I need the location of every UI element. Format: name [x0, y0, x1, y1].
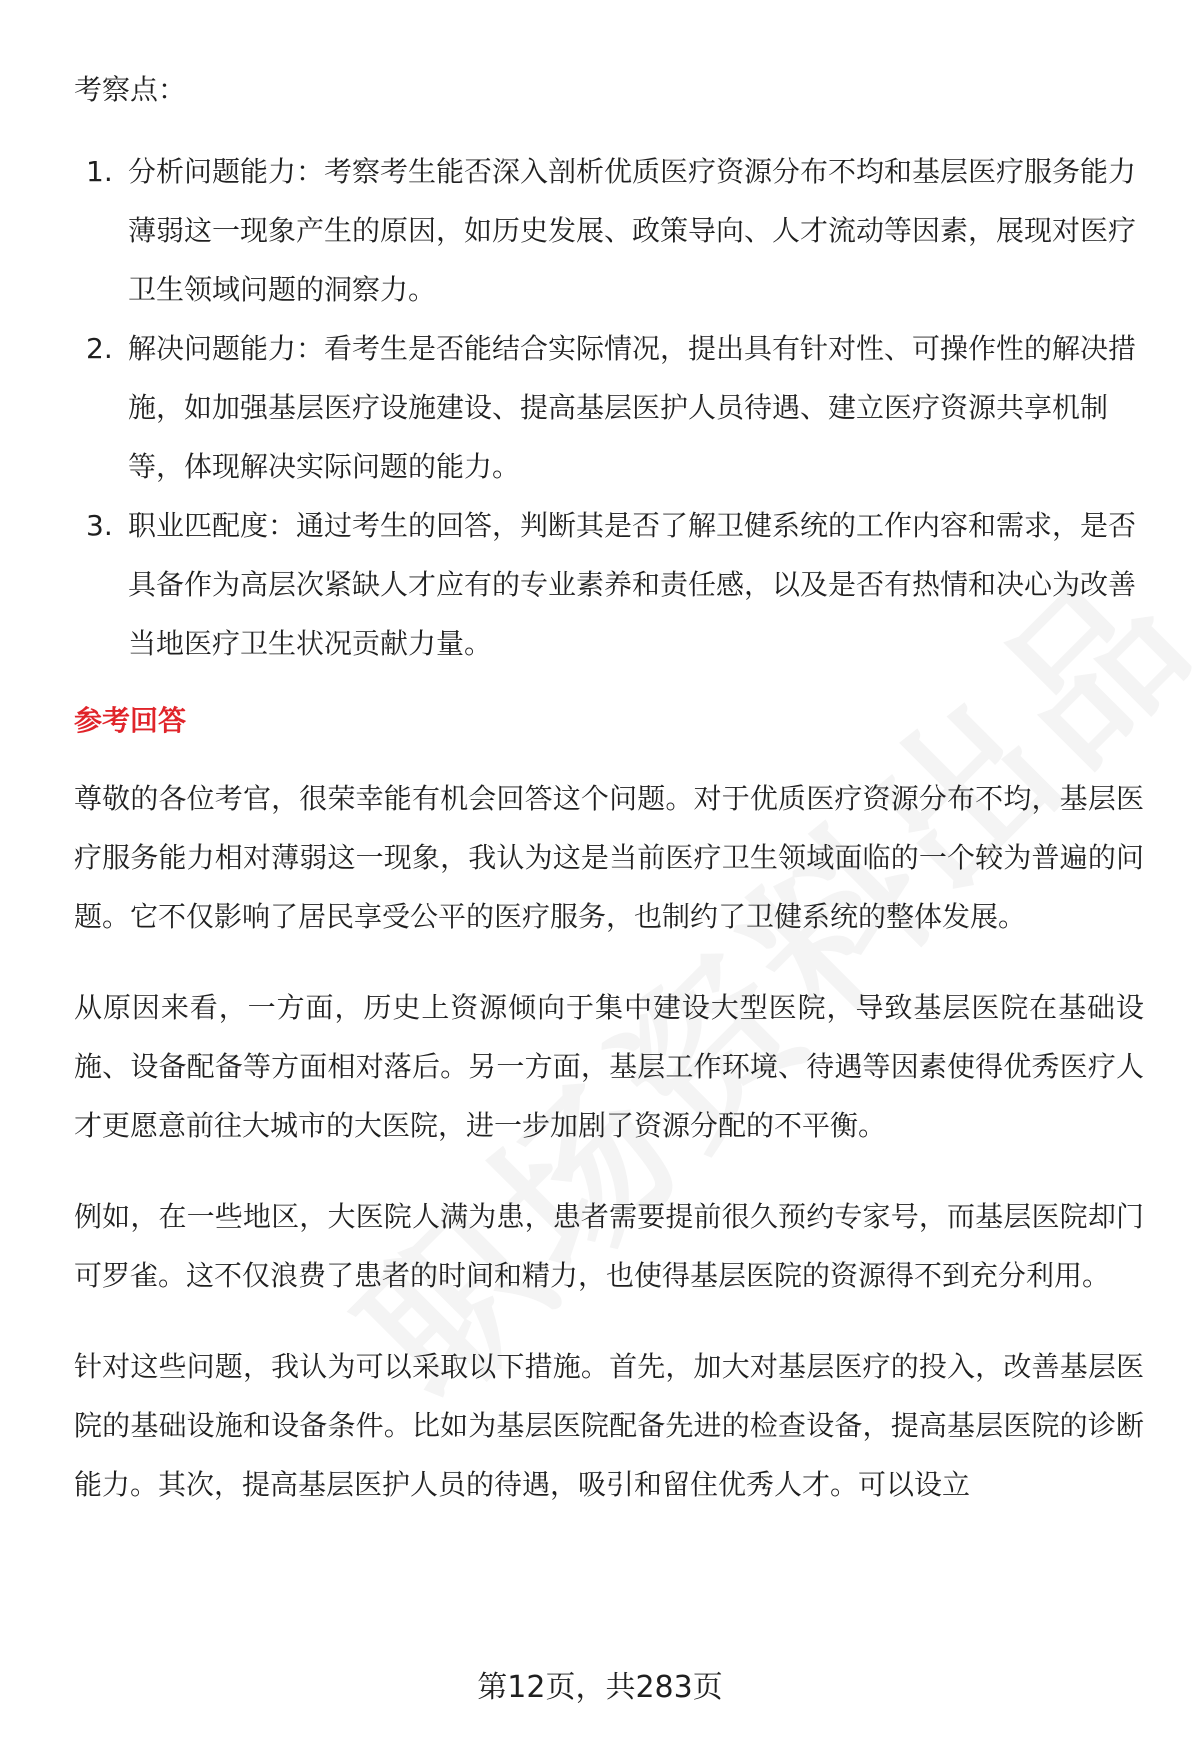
- page-number-footer: 第12页，共283页: [477, 1670, 723, 1705]
- answer-paragraph: 例如，在一些地区，大医院人满为患，患者需要提前很久预约专家号，而基层医院却门可罗雀。这不仅浪费了患者的时间和精力，也使得基层医院的资源得不到充分利用。: [74, 1200, 1144, 1292]
- answer-paragraph: 针对这些问题，我认为可以采取以下措施。首先，加大对基层医疗的投入，改善基层医院的基础设施和设备条件。比如为基层医院配备先进的检查设备，提高基层医院的诊断能力。其次，提高基层医护人员的待遇，吸引和留住优秀人才。可以设立: [74, 1350, 1144, 1501]
- list-item: [74, 496, 1144, 673]
- answer-paragraph: 从原因来看，一方面，历史上资源倾向于集中建设大型医院，导致基层医院在基础设施、设备配备等方面相对落后。另一方面，基层工作环境、待遇等因素使得优秀医疗人才更愿意前往大城市的大医院，进一步加剧了资源分配的不平衡。: [74, 991, 1144, 1142]
- list-item: [74, 142, 1144, 319]
- exam-points-list: [74, 142, 1144, 673]
- page-content: [74, 60, 1144, 1546]
- answer-paragraph: 尊敬的各位考官，很荣幸能有机会回答这个问题。对于优质医疗资源分布不均，基层医疗服务能力相对薄弱这一现象，我认为这是当前医疗卫生领域面临的一个较为普遍的问题。它不仅影响了居民享受公平的医疗服务，也制约了卫健系统的整体发展。: [74, 782, 1144, 933]
- list-item-text: 分析问题能力：考察考生能否深入剖析优质医疗资源分布不均和基层医疗服务能力薄弱这一现象产生的原因，如历史发展、政策导向、人才流动等因素，展现对医疗卫生领域问题的洞察力。: [128, 155, 1137, 306]
- list-item: [74, 319, 1144, 496]
- list-item-number: 1.: [86, 155, 113, 188]
- list-item-text: 职业匹配度：通过考生的回答，判断其是否了解卫健系统的工作内容和需求，是否具备作为高层次紧缺人才应有的专业素养和责任感，以及是否有热情和决心为改善当地医疗卫生状况贡献力量。: [128, 509, 1137, 660]
- list-item-number: 3.: [86, 509, 113, 542]
- list-item-number: 2.: [86, 332, 113, 365]
- reference-answer-heading: 参考回答: [74, 704, 187, 737]
- exam-points-label: 考察点：: [74, 73, 187, 106]
- list-item-text: 解决问题能力：看考生是否能结合实际情况，提出具有针对性、可操作性的解决措施，如加强基层医疗设施建设、提高基层医护人员待遇、建立医疗资源共享机制等，体现解决实际问题的能力。: [128, 332, 1137, 483]
